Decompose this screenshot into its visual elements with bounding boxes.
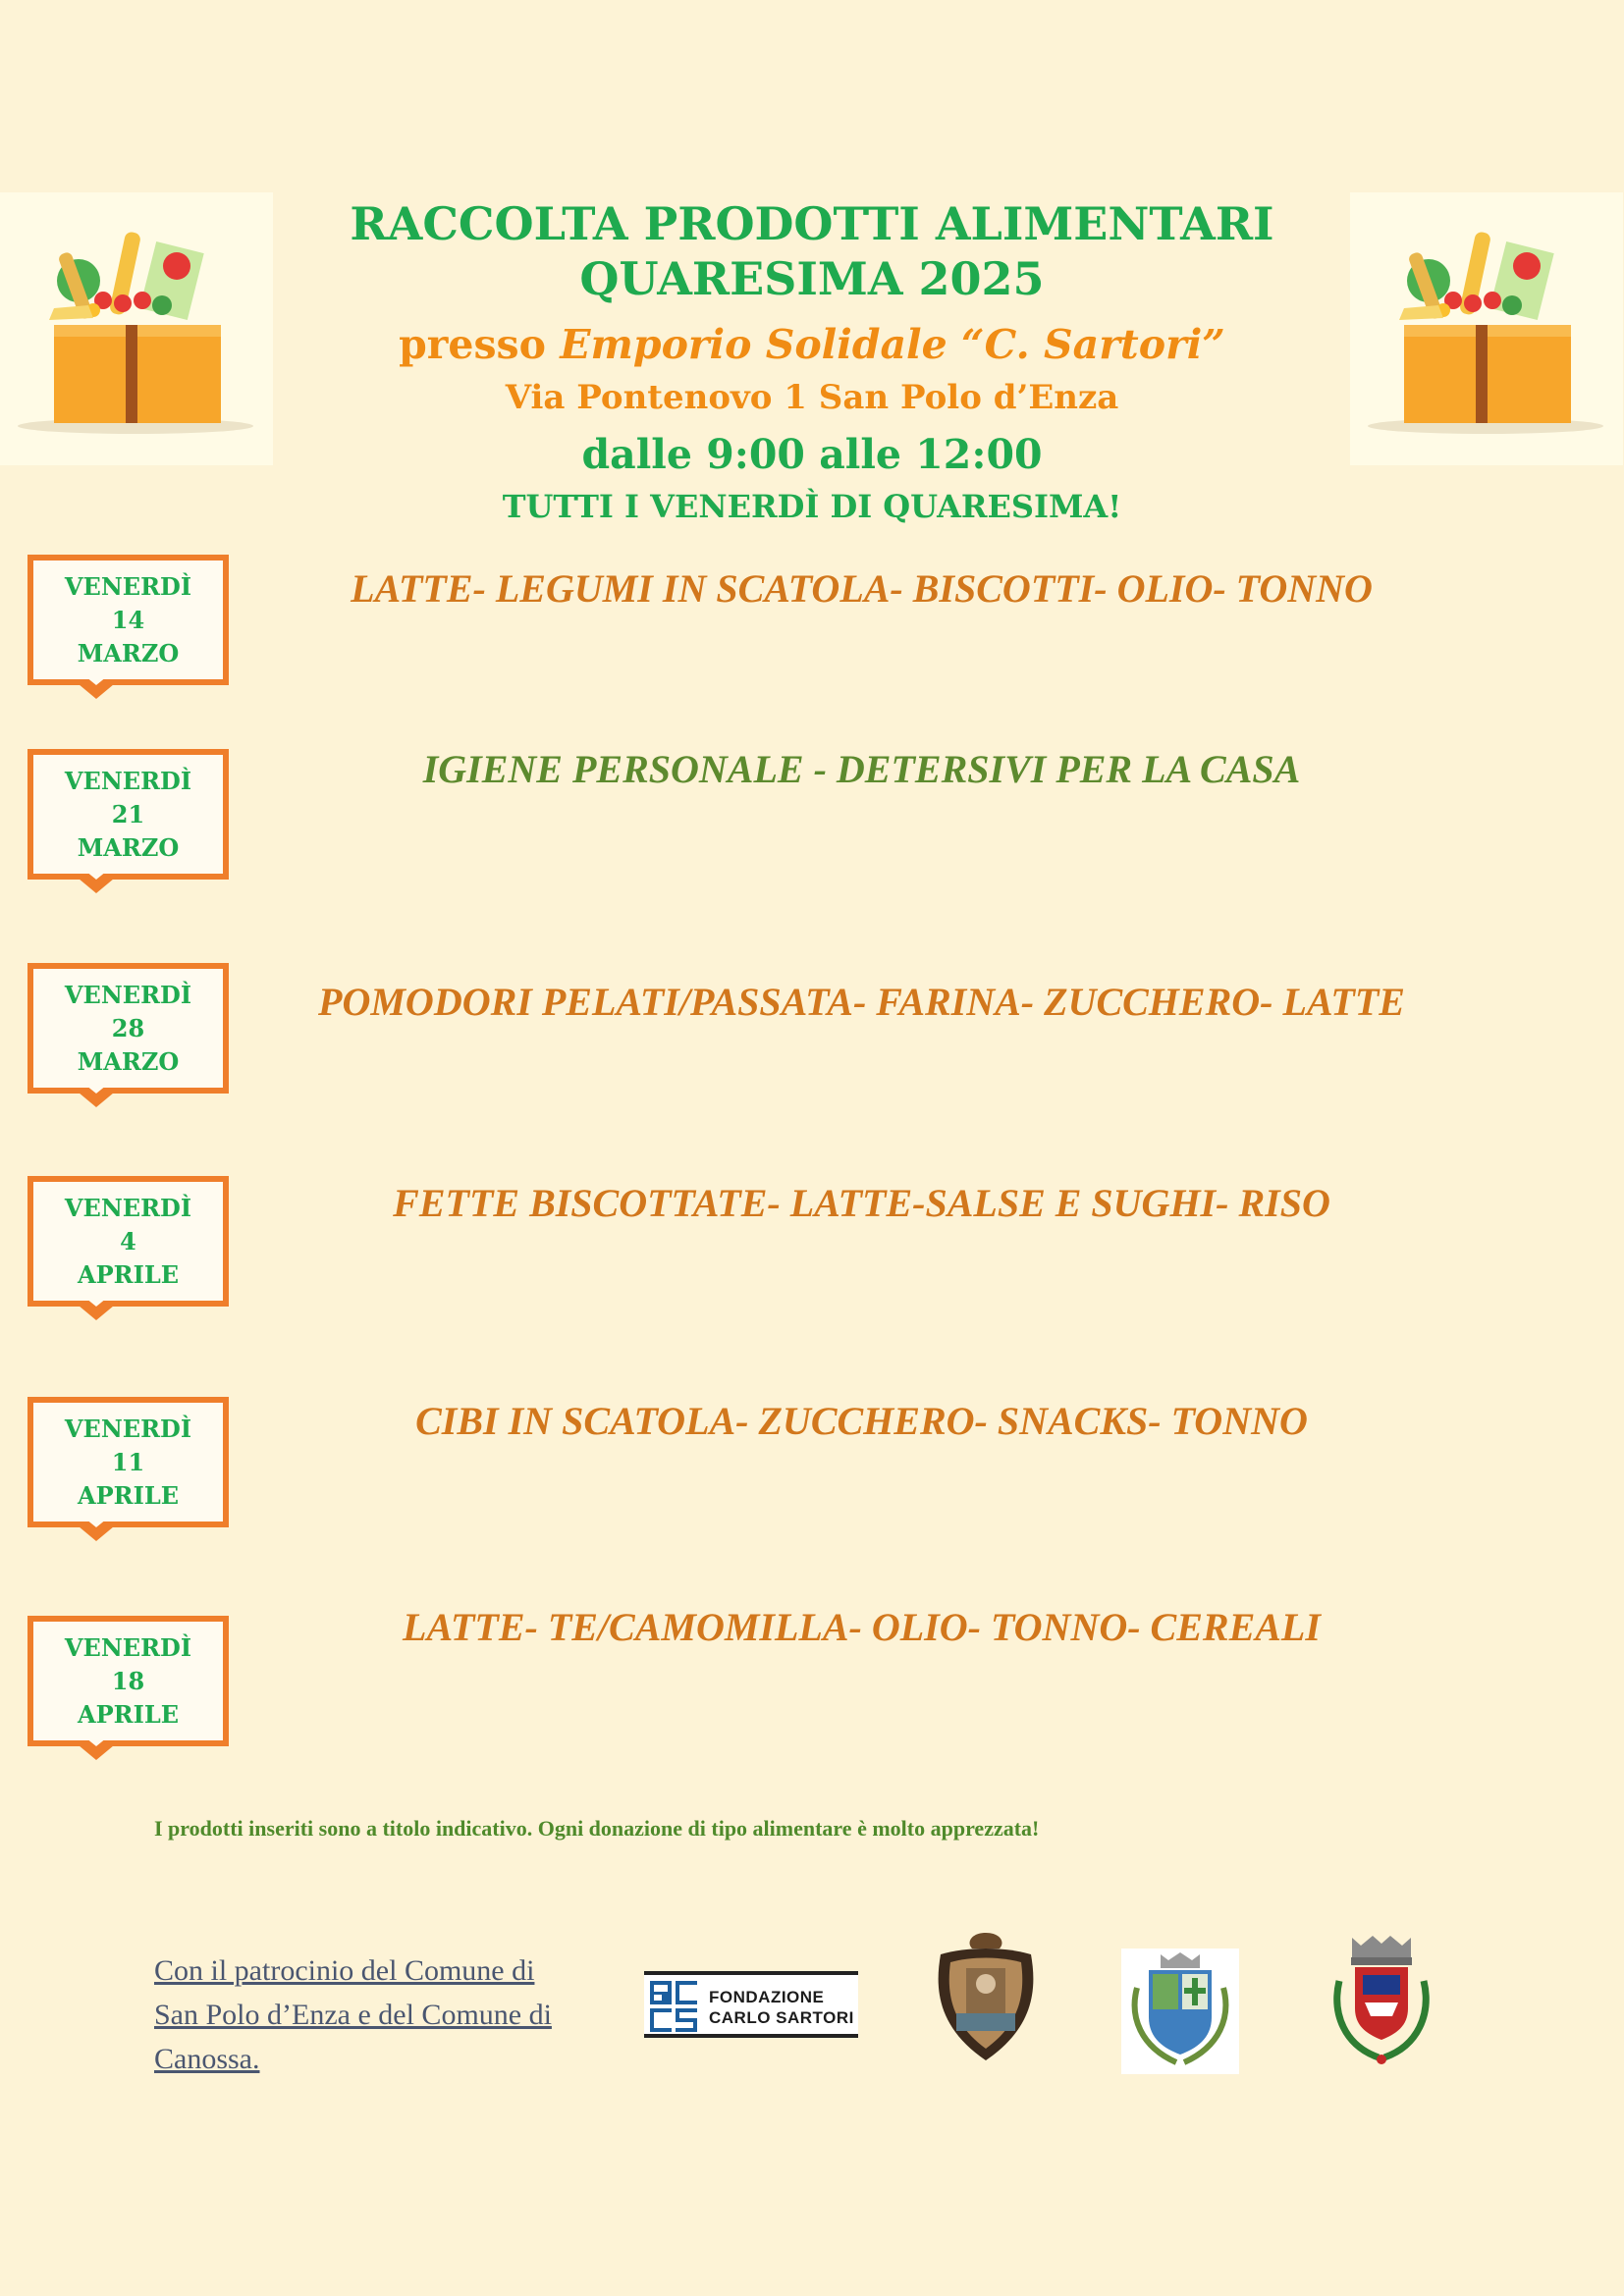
address: Via Pontenovo 1 San Polo d’Enza bbox=[505, 378, 1119, 417]
date-number: 11 bbox=[111, 1448, 145, 1476]
fcs-line-2: CARLO SARTORI bbox=[709, 2008, 854, 2027]
callout-tail bbox=[73, 679, 120, 699]
patronage-line: Con il patrocinio del Comune di bbox=[154, 1954, 535, 1987]
date-day: VENERDÌ bbox=[64, 572, 192, 601]
patronage-text bbox=[154, 1949, 616, 2081]
date-box bbox=[27, 1176, 229, 1307]
comune-crest-1-icon bbox=[927, 1929, 1045, 2066]
opening-hours: dalle 9:00 alle 12:00 bbox=[581, 431, 1043, 478]
location-line bbox=[0, 320, 1624, 369]
date-box bbox=[27, 1616, 229, 1746]
date-month: MARZO bbox=[77, 639, 180, 667]
comune-crest-3-icon bbox=[1327, 1932, 1435, 2069]
fcs-line-1: FONDAZIONE bbox=[709, 1988, 825, 2006]
date-month: MARZO bbox=[77, 1047, 180, 1076]
callout-tail bbox=[73, 1740, 120, 1760]
disclaimer-note: I prodotti inseriti sono a titolo indicativo. Ogni donazione di tipo alimentare è molto apprezzata! bbox=[154, 1816, 1040, 1841]
date-day: VENERDÌ bbox=[64, 767, 192, 795]
patronage-line: Canossa. bbox=[154, 2043, 260, 2075]
date-box bbox=[27, 555, 229, 685]
date-number: 21 bbox=[111, 800, 145, 828]
every-friday-banner: TUTTI I VENERDÌ DI QUARESIMA! bbox=[502, 488, 1122, 525]
date-day: VENERDÌ bbox=[64, 981, 192, 1009]
callout-tail bbox=[73, 874, 120, 893]
items-list: CIBI IN SCATOLA- ZUCCHERO- SNACKS- TONNO bbox=[415, 1399, 1308, 1443]
date-number: 18 bbox=[111, 1667, 145, 1695]
date-month: APRILE bbox=[77, 1260, 179, 1289]
presso-prefix: presso bbox=[399, 321, 561, 368]
date-box bbox=[27, 963, 229, 1094]
date-day: VENERDÌ bbox=[64, 1415, 192, 1443]
comune-crest-2-icon bbox=[1121, 1949, 1239, 2074]
items-list: IGIENE PERSONALE - DETERSIVI PER LA CASA bbox=[422, 747, 1301, 791]
items-list: FETTE BISCOTTATE- LATTE-SALSE E SUGHI- RISO bbox=[393, 1181, 1330, 1225]
callout-tail bbox=[73, 1522, 120, 1541]
date-day: VENERDÌ bbox=[64, 1633, 192, 1662]
callout-tail bbox=[73, 1088, 120, 1107]
poster-subtitle: QUARESIMA 2025 bbox=[579, 252, 1045, 305]
fondazione-logo bbox=[644, 1971, 858, 2038]
date-month: MARZO bbox=[77, 833, 180, 862]
date-day: VENERDÌ bbox=[64, 1194, 192, 1222]
patronage-line: San Polo d’Enza e del Comune di bbox=[154, 1999, 552, 2031]
items-list: POMODORI PELATI/PASSATA- FARINA- ZUCCHERO- LATTE bbox=[318, 980, 1405, 1024]
date-box bbox=[27, 1397, 229, 1527]
location-name: Emporio Solidale “C. Sartori” bbox=[560, 321, 1225, 368]
items-list: LATTE- TE/CAMOMILLA- OLIO- TONNO- CEREALI bbox=[403, 1605, 1321, 1649]
date-number: 28 bbox=[111, 1014, 145, 1042]
date-number: 14 bbox=[111, 606, 145, 634]
date-number: 4 bbox=[120, 1227, 136, 1255]
date-month: APRILE bbox=[77, 1481, 179, 1510]
fcs-mark-icon bbox=[650, 1981, 697, 2032]
date-month: APRILE bbox=[77, 1700, 179, 1729]
date-box bbox=[27, 749, 229, 880]
callout-tail bbox=[73, 1301, 120, 1320]
poster-title: RACCOLTA PRODOTTI ALIMENTARI bbox=[350, 197, 1274, 250]
items-list: LATTE- LEGUMI IN SCATOLA- BISCOTTI- OLIO- TONNO bbox=[351, 566, 1373, 611]
